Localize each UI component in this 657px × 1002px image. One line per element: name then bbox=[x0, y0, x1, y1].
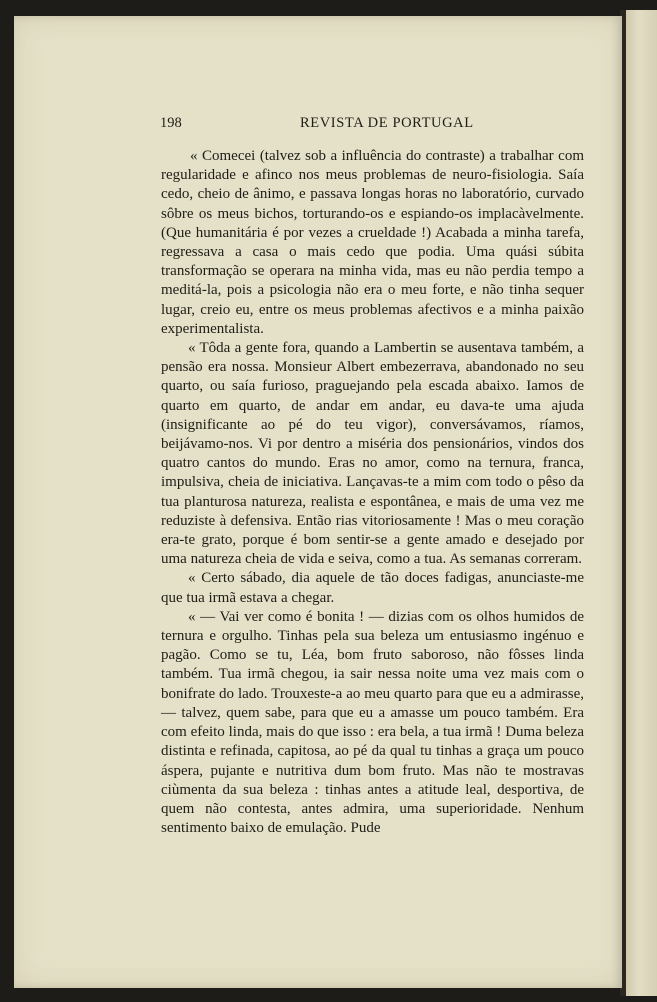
page-number: 198 bbox=[160, 115, 182, 131]
paragraph: « Comecei (talvez sob a influência do contraste) a trabalhar com regularidade e afinco nos meus problemas de neuro-fisiologia. Saía cedo, cheio de ânimo, e passava longas horas no laboratório, curvado sôbre os meus bichos, torturando-os e espiando-os implacàvelmente. (Que humanitária é por vezes a crueldade !) Acabada a minha tarefa, regressava a casa o mais cedo que podia. Uma quási súbita transformação se operara na minha vida, mas eu não perdia tempo a meditá-la, pois a psicologia não era o meu forte, e não tinha sequer lugar, creio eu, entre os meus problemas afectivos e a minha paixão experimentalista. bbox=[161, 148, 584, 337]
paragraph: « Tôda a gente fora, quando a Lambertin se ausentava também, a pensão era nossa. Monsieur Albert embezerrava, abandonado no seu quarto, ou saía furioso, praguejando pela escada abaixo. Iamos de quarto em quarto, de andar em andar, eu dava-te uma ajuda (insignificante ao pé do teu vigor), conversávamos, ríamos, beijávamo-nos. Vi por dentro a miséria dos pensionários, vindos dos quatro cantos do mundo. Eras no amor, como na ternura, franca, impulsiva, cheia de iniciativa. Lançavas-te a mim com todo o pêso da tua planturosa natureza, realista e espontânea, e mais de uma vez me reduziste à defensiva. Então rias vitoriosamente ! Mas o meu coração era-te grato, porque é bom sentir-se a gente amado e desejado por uma natureza cheia de vida e seiva, como a tua. As semanas correram. bbox=[161, 340, 584, 568]
body-text bbox=[161, 147, 584, 838]
running-head: REVISTA DE PORTUGAL bbox=[300, 115, 474, 131]
paragraph: « Certo sábado, dia aquele de tão doces fadigas, anunciaste-me que tua irmã estava a chegar. bbox=[161, 570, 584, 606]
next-page-edge bbox=[626, 10, 657, 996]
paragraph: « — Vai ver como é bonita ! — dizias com os olhos humidos de ternura e orgulho. Tinhas pela sua beleza um entusiasmo ingénuo e pagão. Como se tu, Léa, bom fruto saboroso, não fôsses linda também. Tua irmã chegou, ia sair nessa noite uma vez mais com o bonifrate do lado. Trouxeste-a ao meu quarto para que eu a admirasse, — talvez, quem sabe, para que eu a amasse um pouco também. Era com efeito linda, mais do que isso : era bela, a tua irmã ! Duma beleza distinta e refinada, capitosa, ao pé da qual tu tinhas a graça um pouco áspera, pujante e nutritiva dum bom fruto. Mas não te mostravas ciùmenta da sua beleza : tinhas antes a atitude leal, desportiva, de quem não contesta, antes admira, uma superioridade. Nenhum sentimento baixo de emulação. Pude bbox=[161, 608, 584, 837]
